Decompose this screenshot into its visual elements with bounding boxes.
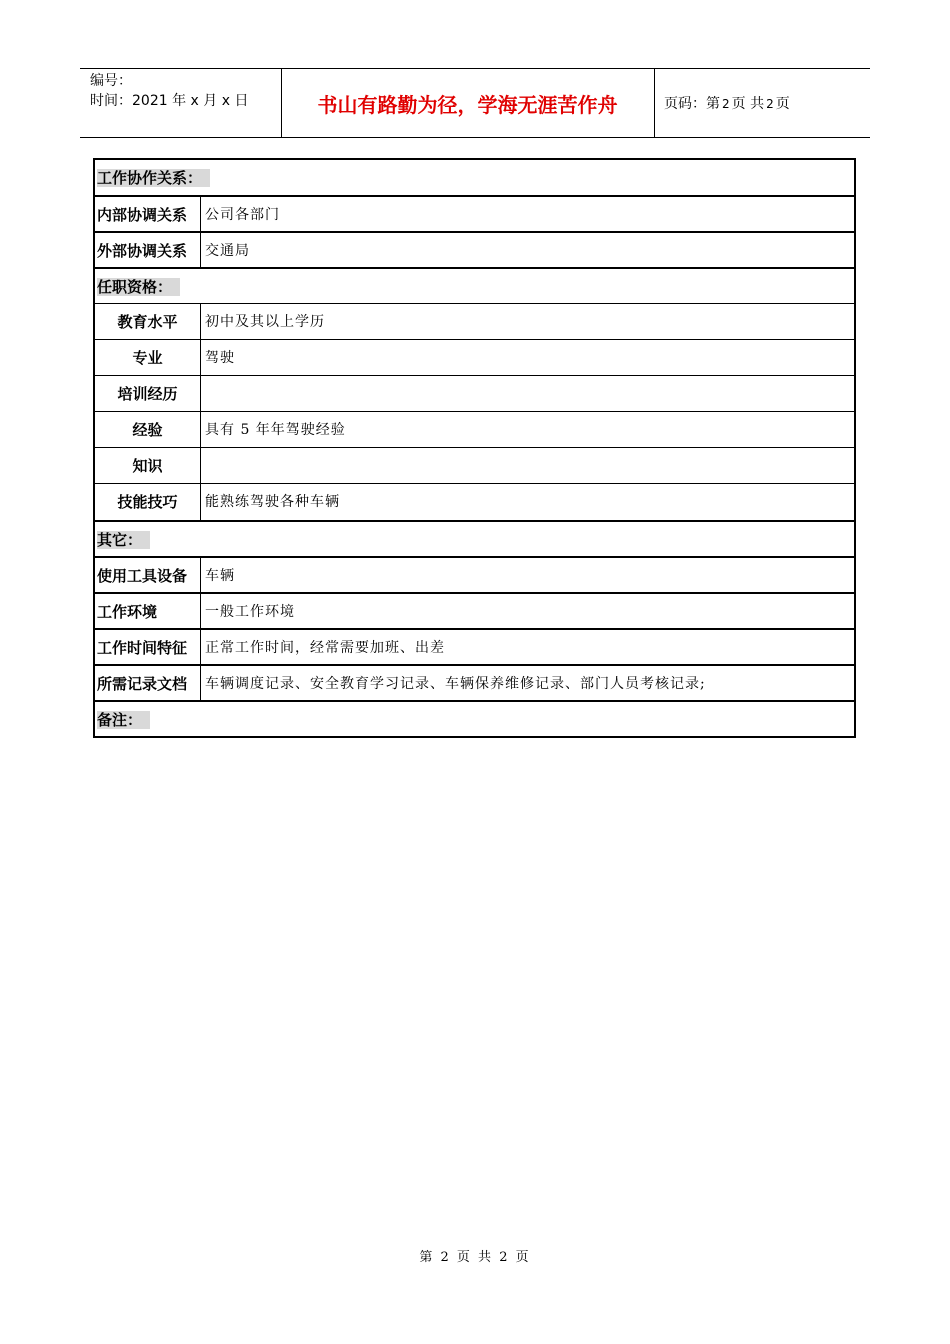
page-footer: 第 2 页 共 2 页 bbox=[419, 1250, 531, 1265]
section-title: 其它： bbox=[97, 531, 150, 549]
document-time: 时间：2021 年 x 月 x 日 bbox=[90, 93, 249, 109]
table-row bbox=[95, 411, 854, 448]
section-header-other bbox=[95, 520, 854, 557]
document-number-label: 编号： bbox=[90, 73, 132, 89]
table-row bbox=[95, 447, 854, 484]
section-header-remarks bbox=[95, 700, 854, 736]
page-mid: 页 共 bbox=[731, 96, 765, 112]
row-label: 所需记录文档 bbox=[95, 666, 201, 701]
job-description-table bbox=[93, 158, 856, 738]
row-value: 一般工作环境 bbox=[205, 604, 295, 620]
row-label: 使用工具设备 bbox=[95, 558, 201, 593]
row-label: 工作环境 bbox=[95, 594, 201, 629]
row-value: 具有 5 年年驾驶经验 bbox=[205, 422, 346, 438]
row-value bbox=[205, 448, 850, 484]
header-divider bbox=[654, 69, 655, 137]
row-value: 车辆 bbox=[205, 568, 235, 584]
table-row bbox=[95, 231, 854, 268]
row-label: 外部协调关系 bbox=[95, 233, 201, 268]
row-label: 知识 bbox=[95, 448, 201, 484]
row-label: 内部协调关系 bbox=[95, 197, 201, 232]
table-row bbox=[95, 375, 854, 412]
page-total: 2 bbox=[766, 97, 774, 111]
table-row bbox=[95, 303, 854, 340]
section-title: 工作协作关系： bbox=[97, 169, 210, 187]
row-label: 技能技巧 bbox=[95, 484, 201, 520]
section-header-cooperation bbox=[95, 160, 854, 196]
table-row bbox=[95, 556, 854, 593]
table-row bbox=[95, 628, 854, 665]
row-value: 初中及其以上学历 bbox=[205, 314, 325, 330]
row-value bbox=[205, 376, 850, 412]
row-value: 车辆调度记录、安全教育学习记录、车辆保养维修记录、部门人员考核记录; bbox=[205, 676, 706, 692]
document-header bbox=[80, 68, 870, 138]
header-motto: 书山有路勤为径，学海无涯苦作舟 bbox=[317, 93, 618, 117]
table-row bbox=[95, 664, 854, 701]
page-current: 2 bbox=[722, 97, 730, 111]
section-header-qualification bbox=[95, 267, 854, 304]
row-label: 教育水平 bbox=[95, 304, 201, 340]
row-value: 交通局 bbox=[205, 243, 250, 259]
table-row bbox=[95, 592, 854, 629]
row-label: 培训经历 bbox=[95, 376, 201, 412]
table-row bbox=[95, 483, 854, 520]
section-title: 任职资格： bbox=[97, 278, 180, 296]
row-label: 工作时间特征 bbox=[95, 630, 201, 665]
row-value: 公司各部门 bbox=[205, 207, 280, 223]
table-row bbox=[95, 195, 854, 232]
row-value: 能熟练驾驶各种车辆 bbox=[205, 494, 340, 510]
header-page-indicator bbox=[664, 93, 790, 113]
row-label: 专业 bbox=[95, 340, 201, 376]
row-value: 驾驶 bbox=[205, 350, 235, 366]
row-label: 经验 bbox=[95, 412, 201, 448]
table-row bbox=[95, 339, 854, 376]
header-meta bbox=[90, 71, 248, 111]
page-prefix: 页码：第 bbox=[664, 96, 720, 112]
page-suffix: 页 bbox=[775, 96, 790, 112]
section-title: 备注： bbox=[97, 711, 150, 729]
row-value: 正常工作时间，经常需要加班、出差 bbox=[205, 640, 445, 656]
